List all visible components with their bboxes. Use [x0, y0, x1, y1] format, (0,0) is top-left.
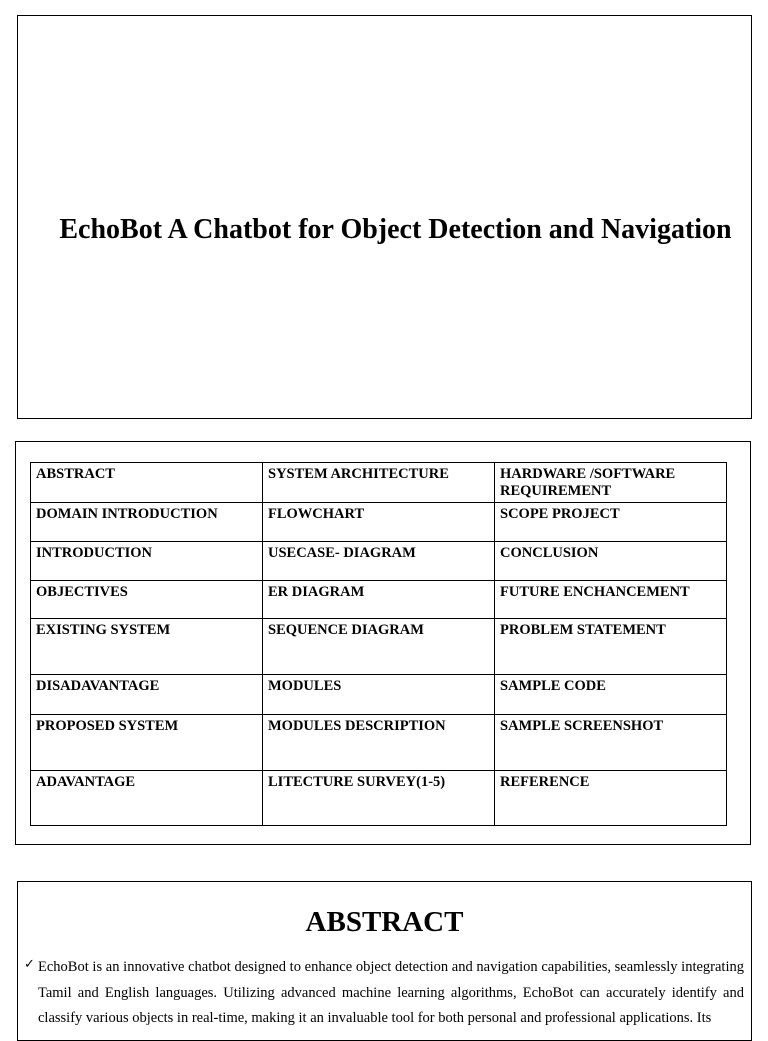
contents-row [31, 463, 727, 503]
contents-cell: FLOWCHART [263, 503, 495, 542]
title-slide [17, 15, 752, 419]
contents-row [31, 771, 727, 826]
contents-cell: PROBLEM STATEMENT [495, 619, 727, 675]
contents-cell: LITECTURE SURVEY(1-5) [263, 771, 495, 826]
contents-row [31, 503, 727, 542]
contents-cell: INTRODUCTION [31, 542, 263, 581]
contents-row [31, 619, 727, 675]
contents-cell: DOMAIN INTRODUCTION [31, 503, 263, 542]
contents-cell: PROPOSED SYSTEM [31, 715, 263, 771]
contents-table [30, 462, 727, 826]
contents-row [31, 542, 727, 581]
contents-cell: EXISTING SYSTEM [31, 619, 263, 675]
contents-cell: CONCLUSION [495, 542, 727, 581]
contents-row [31, 715, 727, 771]
contents-cell: HARDWARE /SOFTWARE REQUIREMENT [495, 463, 727, 503]
contents-cell: ER DIAGRAM [263, 581, 495, 619]
contents-cell: SEQUENCE DIAGRAM [263, 619, 495, 675]
contents-cell: SAMPLE SCREENSHOT [495, 715, 727, 771]
contents-row [31, 581, 727, 619]
contents-cell: DISADAVANTAGE [31, 675, 263, 715]
abstract-slide [17, 881, 752, 1041]
contents-cell: ABSTRACT [31, 463, 263, 503]
contents-cell: FUTURE ENCHANCEMENT [495, 581, 727, 619]
contents-cell: ADAVANTAGE [31, 771, 263, 826]
abstract-heading: ABSTRACT [305, 906, 464, 938]
contents-cell: REFERENCE [495, 771, 727, 826]
contents-cell: MODULES [263, 675, 495, 715]
presentation-title: EchoBot A Chatbot for Object Detection and Navigation [59, 214, 732, 245]
contents-slide [15, 441, 751, 845]
check-icon: ✓ [24, 956, 35, 971]
abstract-text: EchoBot is an innovative chatbot designed to enhance object detection and navigation capabilities, seamlessly integrating Tamil and English languages. Utilizing advanced machine learning algorithms, EchoBot can accurately identify and classify various objects in real-time, making it an invaluable tool for both personal and professional applications. Its [38, 959, 744, 1026]
contents-cell: SAMPLE CODE [495, 675, 727, 715]
contents-cell: SCOPE PROJECT [495, 503, 727, 542]
contents-cell: SYSTEM ARCHITECTURE [263, 463, 495, 503]
contents-cell: MODULES DESCRIPTION [263, 715, 495, 771]
contents-cell: OBJECTIVES [31, 581, 263, 619]
contents-row [31, 675, 727, 715]
contents-cell: USECASE- DIAGRAM [263, 542, 495, 581]
abstract-bullet [24, 955, 744, 1032]
